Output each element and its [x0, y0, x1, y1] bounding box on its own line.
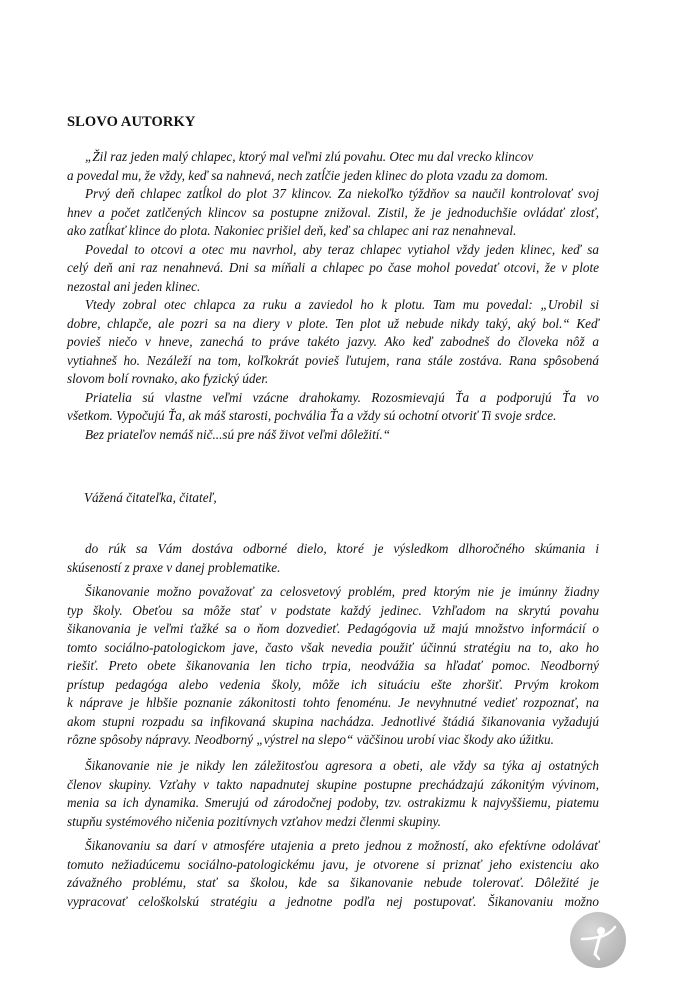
text-line: nezostal ani jeden klinec. — [67, 278, 201, 294]
text-line: k náprave je hlbšie poznanie zákonitosti tohto fenoménu. Je nevyhnutné vedieť rozpoznať, na — [67, 695, 599, 710]
paragraph-bullying-problem — [67, 583, 599, 750]
text-line: dobre, chlapče, ale pozri sa na diery v plote. Ten plot už nebude nikdy taký, aký bol.“ Keď — [67, 315, 599, 331]
story-quote — [67, 148, 599, 444]
text-line: riešiť. Preto obete šikanovania len ticho trpia, neodvážia sa hľadať pomoc. Neodborný — [67, 658, 599, 673]
paragraph-intro — [67, 540, 599, 577]
text-line: prístup pedagóga alebo vedenia školy, môže ich situáciu ešte zhoršiť. Prvým krokom — [67, 676, 599, 692]
text-line: šikanovania je veľmi ťažké sa o ňom dozvedieť. Pedagógovia už majú množstvo informácií o — [67, 621, 599, 636]
text-line: a povedal mu, že vždy, keď sa nahnevá, nech zatĺčie jeden klinec do plota vzadu za domom. — [67, 167, 549, 183]
text-line: typ školy. Obeťou sa môže stať v podstate každý jedinec. Vzhľadom na skrytú povahu — [67, 602, 599, 618]
text-line: tomuto nežiadúcemu sociálno-patologickému javu, je otvorene si priznať jeho existenciu ako — [67, 856, 599, 872]
text-line: povieš niečo v hneve, zanechá to práve takéto jazvy. Ako keď zabodneš do človeka nôž a — [67, 334, 599, 349]
paragraph-group-dynamics — [67, 757, 599, 831]
text-line: akom stupni rozpadu sa infikovaná skupina nachádza. Jednotlivé štádiá šikanovania vyžadujú — [67, 713, 599, 729]
text-line: Povedal to otcovi a otec mu navrhol, aby teraz chlapec vytiahol vždy jeden klinec, keď sa — [85, 241, 599, 257]
text-line: menia sa ich dynamika. Smerujú od zárodočnej podoby, tzv. ostrakizmu k najvyššiemu, piatemu — [67, 795, 599, 810]
text-line: Šikanovanie nie je nikdy len záležitosťou agresora a obeti, ale vždy sa týka aj ostatných — [85, 758, 599, 773]
text-line: Prvý deň chlapec zatĺkol do plot 37 klincov. Za niekoľko týždňov sa naučil kontrolovať svoj — [85, 186, 599, 201]
text-line: všetkom. Vypočujú Ťa, ak máš starosti, pochvália Ťa a vždy sú ochotní otvoriť Ti svoje srdce. — [67, 408, 557, 423]
text-line: členov skupiny. Vzťahy v takto napadnutej skupine postupne prechádzajú zákonitým vývinom, — [67, 776, 599, 792]
text-line: hnev a počet zatlčených klincov sa postupne znižoval. Zistil, že je jednoduchšie ovládať zlosť, — [67, 204, 599, 220]
text-line: tomto sociálno-patologickom jave, často však nevedia použiť účinnú stratégiu na to, ako ho — [67, 639, 599, 655]
text-line: „Žil raz jeden malý chlapec, ktorý mal veľmi zlú povahu. Otec mu dal vrecko klincov — [85, 149, 534, 164]
text-line: Bez priateľov nemáš nič...sú pre náš život veľmi dôležití.“ — [85, 426, 391, 442]
text-line: vytiahneš ho. Nezáleží na tom, koľkokrát povieš ľutujem, rana stále zostáva. Rana spôsobená — [67, 352, 599, 368]
text-line: ako zatĺkať klince do plota. Nakoniec prišiel deň, keď sa chlapec ani raz nenahneval. — [67, 223, 517, 238]
text-line: Šikanovaniu sa darí v atmosfére utajenia a preto jednou z možností, ako efektívne odolávať — [85, 838, 599, 853]
text-line: slovom bolí rovnako, ako fyzický úder. — [67, 371, 269, 386]
text-line: Vtedy zobral otec chlapca za ruku a zaviedol ho k plotu. Tam mu povedal: „Urobil si — [85, 297, 599, 312]
text-line: Šikanovanie možno považovať za celosvetový problém, pred ktorým nie je imúnny žiadny — [85, 584, 599, 599]
text-line: rôzne spôsoby nápravy. Neodborný „výstrel na slepo“ väčšinou urobí viac škody ako úžitku. — [67, 732, 554, 747]
text-line: stupňu systémového ničenia pozitívnych vzťahov medzi členmi skupiny. — [67, 813, 441, 829]
text-line: skúseností z praxe v danej problematike. — [67, 559, 281, 575]
text-line: vypracovať celoškolskú stratégiu a jednotne podľa nej postupovať. Šikanovaniu možno — [67, 893, 599, 909]
paragraph-secrecy — [67, 837, 599, 911]
text-line: celý deň ani raz nenahnevá. Dni sa míňali a chlapec po čase mohol povedať otcovi, že v plote — [67, 260, 599, 275]
text-line: závažného problému, stať sa školou, kde sa šikanovanie nebude tolerovať. Dôležité je — [67, 875, 599, 890]
text-line: do rúk sa Vám dostáva odborné dielo, ktoré je výsledkom dlhoročného skúmania i — [85, 541, 599, 556]
text-line: Priatelia sú vlastne veľmi vzácne drahokamy. Rozosmievajú Ťa a podporujú Ťa vo — [85, 389, 599, 405]
salutation: Vážená čitateľka, čitateľ, — [84, 490, 217, 505]
gymnast-logo-icon — [570, 912, 626, 968]
page-heading: SLOVO AUTORKY — [67, 114, 196, 130]
